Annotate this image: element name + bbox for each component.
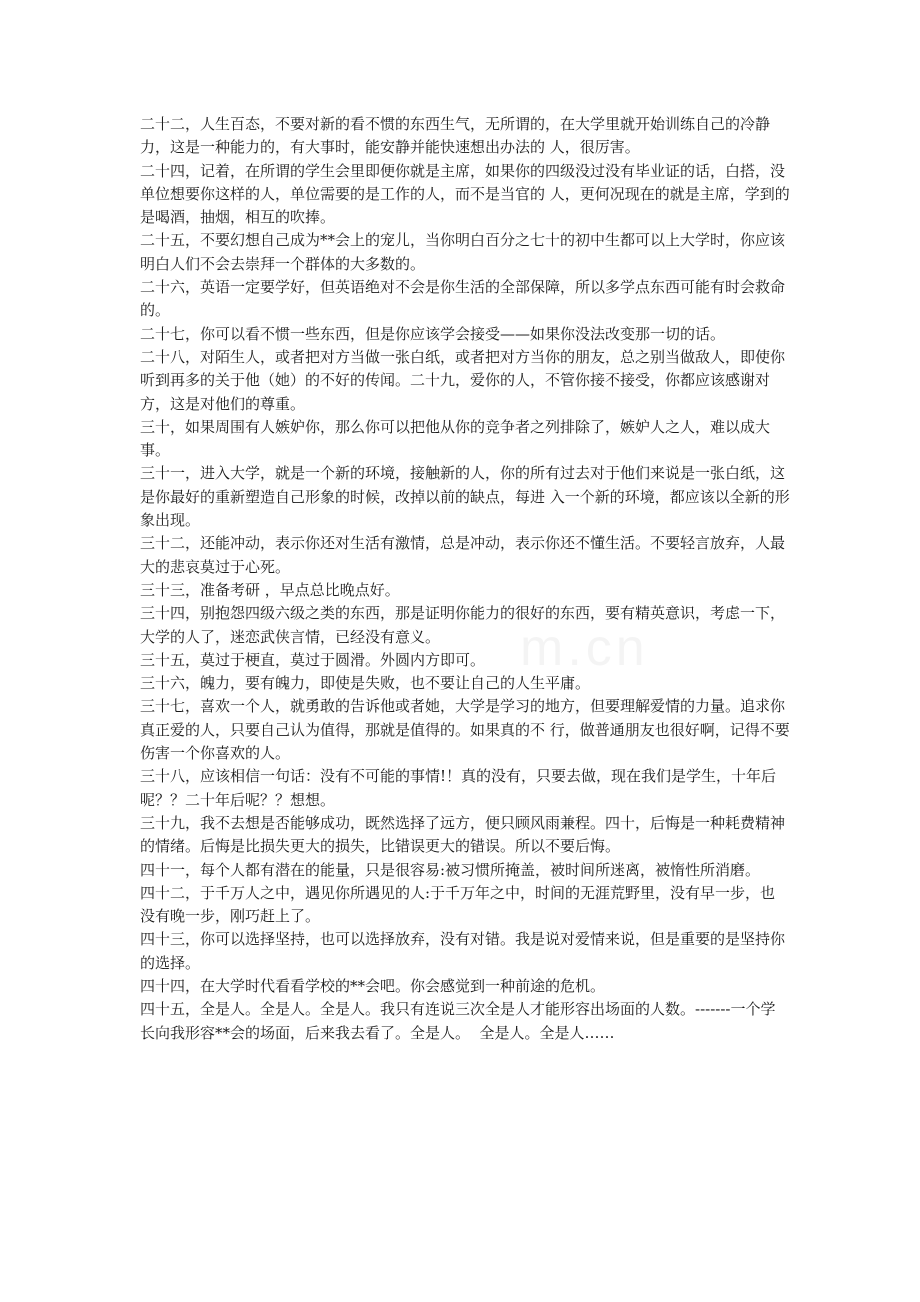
paragraph-38: 三十八，应该相信一句话：没有不可能的事情!！真的没有，只要去做，现在我们是学生，十年后呢？？二十年后呢？？想想。 <box>140 767 777 809</box>
paragraph-31: 三十一，进入大学，就是一个新的环境，接触新的人，你的所有过去对于他们来说是一张白纸，这是你最好的重新塑造自己形象的时候，改掉以前的缺点，每进 入一个新的环境，都应该以全新的形象出现。 <box>140 464 790 530</box>
paragraph-33: 三十三，准备考研 ，早点总比晚点好。 <box>140 580 400 599</box>
document-body <box>140 113 790 1045</box>
paragraph-30: 三十，如果周围有人嫉妒你，那么你可以把他从你的竞争者之列排除了，嫉妒人之人，难以成大事。 <box>140 417 771 460</box>
paragraph-43: 四十三，你可以选择坚持，也可以选择放弃，没有对错。我是说对爱情来说，但是重要的是坚持你的选择。 <box>140 930 786 972</box>
paragraph-41: 四十一，每个人都有潜在的能量，只是很容易:被习惯所掩盖，被时间所迷离，被惰性所消磨。 <box>140 860 761 879</box>
paragraph-34: 三十四，别抱怨四级六级之类的东西，那是证明你能力的很好的东西，要有精英意识，考虑一下，大学的人了，迷恋武侠言情，已经没有意义。 <box>140 604 786 646</box>
paragraph-26: 二十六，英语一定要学好，但英语绝对不会是你生活的全部保障，所以多学点东西可能有时会救命的。 <box>140 278 786 320</box>
paragraph-24: 二十四，记着，在所谓的学生会里即便你就是主席，如果你的四级没过没有毕业证的话，白搭，没单位想要你这样的人，单位需要的是工作的人，而不是当官的 人，更何况现在的就是主席，学到的是喝酒，抽烟，相互的吹捧。 <box>140 161 790 227</box>
paragraph-39-40: 三十九，我不去想是否能够成功，既然选择了远方，便只顾风雨兼程。四十，后悔是一种耗费精神的情绪。后悔是比损失更大的损失，比错误更大的错误。所以不要后悔。 <box>140 813 786 856</box>
paragraph-32: 三十二，还能冲动，表示你还对生活有激情，总是冲动，表示你还不懂生活。不要轻言放弃，人最大的悲哀莫过于心死。 <box>140 534 786 576</box>
paragraph-35: 三十五，莫过于梗直，莫过于圆滑。外圆内方即可。 <box>140 650 486 669</box>
paragraph-22: 二十二，人生百态，不要对新的看不惯的东西生气，无所谓的，在大学里就开始训练自己的冷静力，这是一种能力的，有大事时，能安静并能快速想出办法的 人，很厉害。 <box>140 115 771 157</box>
paragraph-28-29: 二十八，对陌生人，或者把对方当做一张白纸，或者把对方当你的朋友，总之别当做敌人，即使你听到再多的关于他（她）的不好的传闻。二十九，爱你的人，不管你接不接受，你都应该感谢对方，这是对他们的尊重。 <box>140 347 786 413</box>
paragraph-45: 四十五，全是人。全是人。全是人。我只有连说三次全是人才能形容出场面的人数。-------一个学长向我形容**会的场面，后来我去看了。全是人。 全是人。全是人…… <box>140 1000 776 1042</box>
paragraph-42: 四十二，于千万人之中，遇见你所遇见的人:于千万年之中，时间的无涯荒野里，没有早一步，也没有晚一步，刚巧赶上了。 <box>140 883 776 926</box>
paragraph-36: 三十六，魄力，要有魄力，即使是失败，也不要让自己的人生平庸。 <box>140 674 591 693</box>
paragraph-37: 三十七，喜欢一个人，就勇敢的告诉他或者她，大学是学习的地方，但要理解爱情的力量。追求你真正爱的人，只要自己认为值得，那就是值得的。如果真的不 行，做普通朋友也很好啊，记得不要伤害一个你喜欢的人。 <box>140 697 790 763</box>
paragraph-44: 四十四，在大学时代看看学校的**会吧。你会感觉到一种前途的危机。 <box>140 976 606 995</box>
paragraph-25: 二十五，不要幻想自己成为**会上的宠儿，当你明白百分之七十的初中生都可以上大学时，你应该明白人们不会去崇拜一个群体的大多数的。 <box>140 231 786 273</box>
paragraph-27: 二十七，你可以看不惯一些东西，但是你应该学会接受——如果你没法改变那一切的话。 <box>140 324 726 343</box>
